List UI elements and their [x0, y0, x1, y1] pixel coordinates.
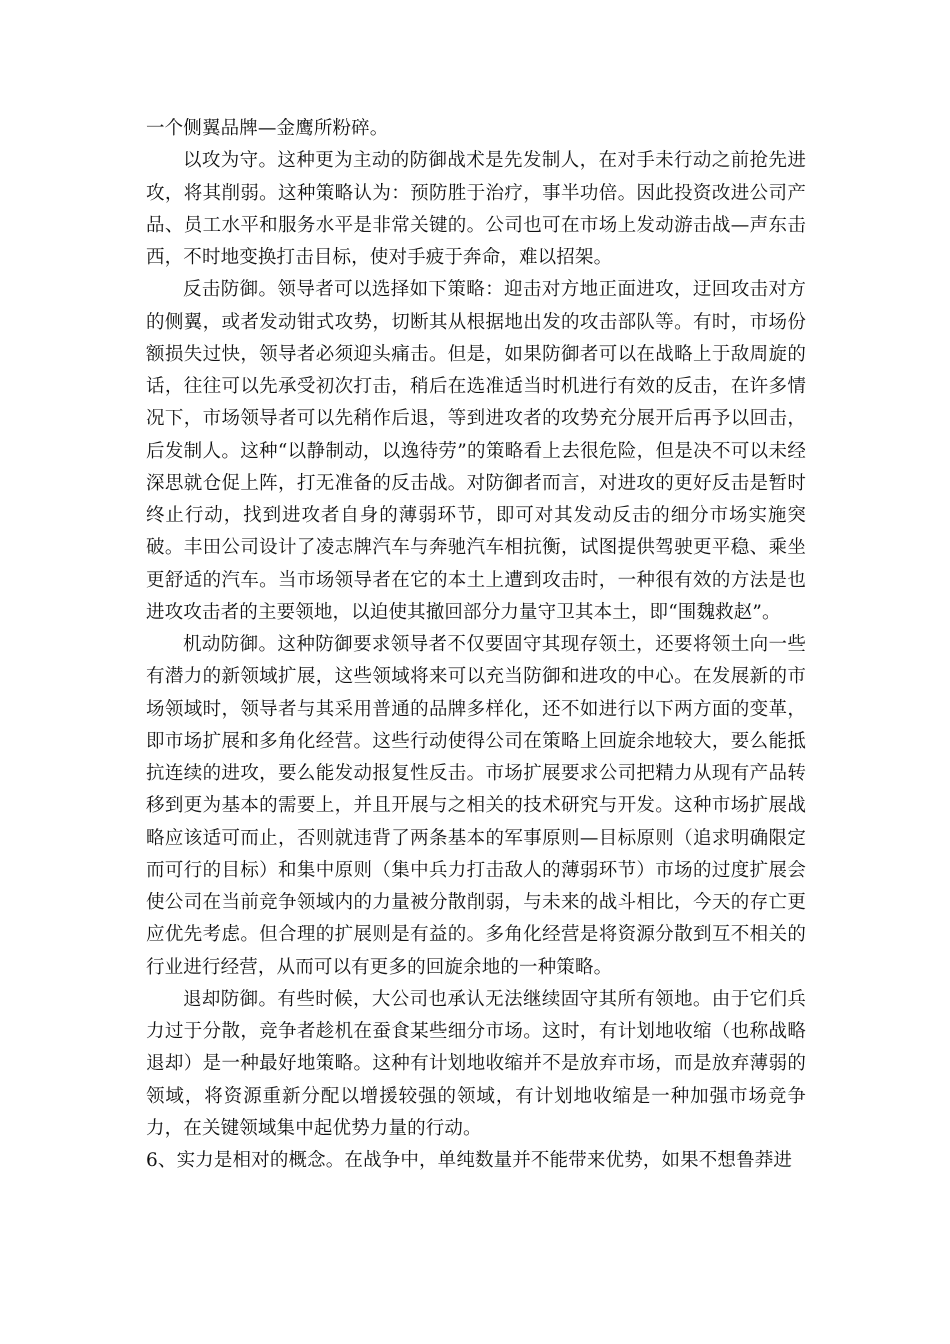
- paragraph-contraction-defense: 退却防御。有些时候，大公司也承认无法继续固守其所有领地。由于它们兵力过于分散，竞争者趁机在蚕食某些细分市场。这时，有计划地收缩（也称战略退却）是一种最好地策略。这种有计划地收缩并不是放弃市场，而是放弃薄弱的领域，将资源重新分配以增援较强的领域，有计划地收缩是一种加强市场竞争力，在关键领域集中起优势力量的行动。: [146, 988, 806, 1139]
- document-body: [146, 113, 806, 1177]
- paragraph-continuation: 一个侧翼品牌—金鹰所粉碎。: [146, 118, 389, 139]
- paragraph-counter-defense: 反击防御。领导者可以选择如下策略：迎击对方地正面进攻，迂回攻击对方的侧翼，或者发动钳式攻势，切断其从根据地出发的攻击部队等。有时，市场份额损失过快，领导者必须迎头痛击。但是，如果防御者可以在战略上于敌周旋的话，往往可以先承受初次打击，稍后在选准适当时机进行有效的反击，在许多情况下，市场领导者可以先稍作后退，等到进攻者的攻势充分展开后再予以回击，后发制人。这种“以静制动，以逸待劳”的策略看上去很危险，但是决不可以未经深思就仓促上阵，打无准备的反击战。对防御者而言，对进攻的更好反击是暂时终止行动，找到进攻者自身的薄弱环节，即可对其发动反击的细分市场实施突破。丰田公司设计了凌志牌汽车与奔驰汽车相抗衡，试图提供驾驶更平稳、乘坐更舒适的汽车。当市场领导者在它的本土上遭到攻击时，一种很有效的方法是也进攻攻击者的主要领地，以迫使其撤回部分力量守卫其本土，即“围魏救赵”。: [146, 279, 806, 623]
- paragraph-numbered-six: 6、实力是相对的概念。在战争中，单纯数量并不能带来优势，如果不想鲁莽进: [146, 1150, 793, 1171]
- paragraph-offensive-defense: 以攻为守。这种更为主动的防御战术是先发制人，在对手未行动之前抢先进攻，将其削弱。这种策略认为：预防胜于治疗，事半功倍。因此投资改进公司产品、员工水平和服务水平是非常关键的。公司也可在市场上发动游击战—声东击西，不时地变换打击目标，使对手疲于奔命，难以招架。: [146, 150, 806, 268]
- paragraph-mobile-defense: 机动防御。这种防御要求领导者不仅要固守其现存领土，还要将领土向一些有潜力的新领域扩展，这些领域将来可以充当防御和进攻的中心。在发展新的市场领域时，领导者与其采用普通的品牌多样化，还不如进行以下两方面的变革，即市场扩展和多角化经营。这些行动使得公司在策略上回旋余地较大，要么能抵抗连续的进攻，要么能发动报复性反击。市场扩展要求公司把精力从现有产品转移到更为基本的需要上，并且开展与之相关的技术研究与开发。这种市场扩展战略应该适可而止，否则就违背了两条基本的军事原则—目标原则（追求明确限定而可行的目标）和集中原则（集中兵力打击敌人的薄弱环节）市场的过度扩展会使公司在当前竞争领域内的力量被分散削弱，与未来的战斗相比，今天的存亡更应优先考虑。但合理的扩展则是有益的。多角化经营是将资源分散到互不相关的行业进行经营，从而可以有更多的回旋余地的一种策略。: [146, 634, 806, 978]
